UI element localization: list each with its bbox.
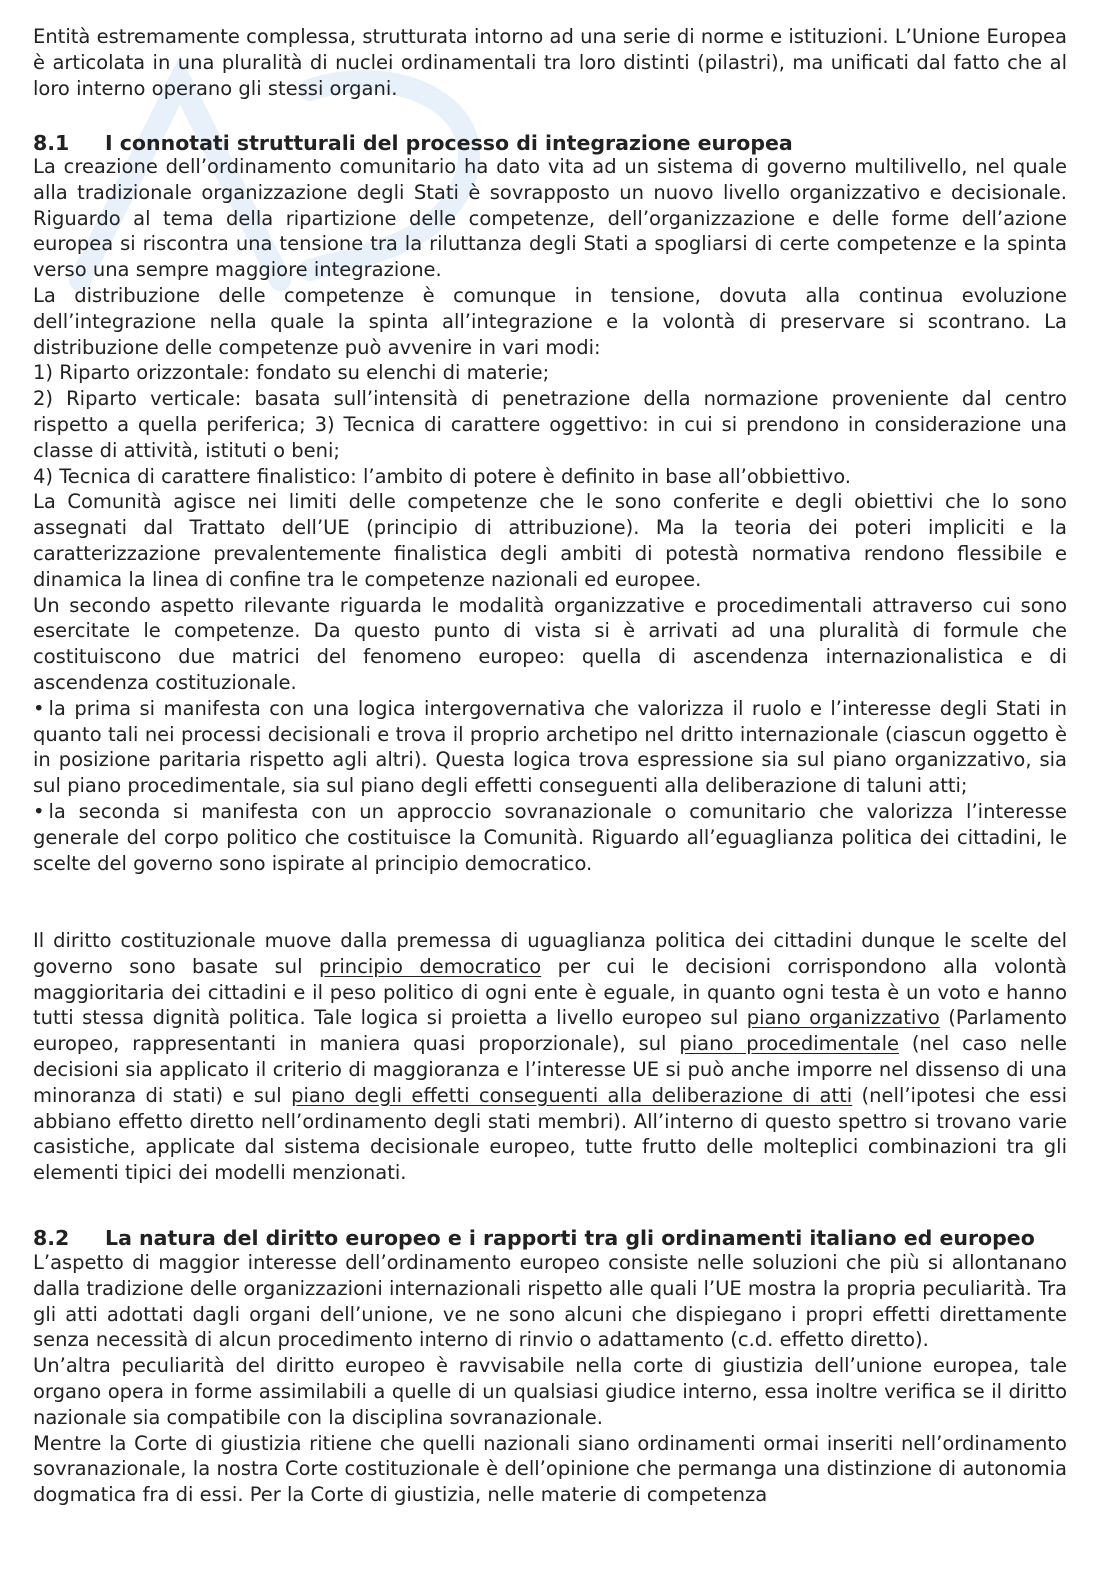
section-8-1-heading bbox=[33, 130, 1067, 156]
underlined-term: piano organizzativo bbox=[746, 1006, 940, 1030]
bullet-item bbox=[33, 799, 1067, 876]
list-item: 4) Tecnica di carattere finalistico: l’ambito di potere è definito in base all’obbiettivo. bbox=[33, 464, 851, 488]
text-run: (nel caso nelle decisioni sia applicato il criterio di maggioranza e l’interesse UE si può anche imporre nel dissenso di una minoranza di stati) e sul bbox=[33, 1032, 1067, 1107]
paragraph: Un’altra peculiarità del diritto europeo è ravvisabile nella corte di giustizia dell’unione europea, tale organo opera in forme assimilabili a quelle di un qualsiasi giudice interno, essa inoltre verifica se il diritto nazionale sia compatibile con la disciplina sovranazionale. bbox=[33, 1354, 1067, 1429]
paragraph: L’aspetto di maggior interesse dell’ordinamento europeo consiste nelle soluzioni che più si allontanano dalla tradizione delle organizzazioni internazionali rispetto alle quali l’UE mostra la propria peculiarità. Tra gli atti adottati dagli organi dell’unione, ve ne sono alcuni che dispiegano i propri effetti direttamente senza necessità di alcun procedimento interno di rinvio o adattamento (c.d. effetto diretto). bbox=[33, 1251, 1067, 1352]
section-8-2-heading bbox=[33, 1225, 1067, 1251]
intro-text: Entità estremamente complessa, strutturata intorno ad una serie di norme e istituzioni. L’Unione Europea è articolata in una pluralità di nuclei ordinamentali tra loro distinti (pilastri), ma unificati dal fatto che al loro interno operano gli stessi organi. bbox=[33, 25, 1067, 100]
section-title: La natura del diritto europeo e i rapporti tra gli ordinamenti italiano ed europeo bbox=[105, 1226, 1035, 1250]
intro-paragraph bbox=[33, 24, 1067, 101]
text-run: (nell’ipotesi che essi abbiano effetto diretto nell’ordinamento degli stati membri). All’interno di questo spettro si trovano varie casistiche, applicate dal sistema decisionale europeo, tutte frutto delle molteplici combinazioni tra gli elementi tipici dei modelli menzionati. bbox=[33, 1083, 1067, 1185]
paragraph: La distribuzione delle competenze è comunque in tensione, dovuta alla continua evoluzione dell’integrazione nella quale la spinta all’integrazione e la volontà di preservare si scontrano. La distribuzione delle competenze può avvenire in vari modi: bbox=[33, 283, 1067, 359]
paragraph: Mentre la Corte di giustizia ritiene che quelli nazionali siano ordinamenti ormai inseriti nell’ordinamento sovranazionale, la nostra Corte costituzionale è dell’opinione che permanga una distinzione di autonomia dogmatica fra di essi. Per la Corte di giustizia, nelle materie di competenza bbox=[33, 1431, 1067, 1507]
section-8-1-body bbox=[33, 154, 1067, 876]
underlined-term: piano procedimentale bbox=[679, 1032, 900, 1056]
paragraph: La Comunità agisce nei limiti delle competenze che le sono conferite e degli obiettivi che lo sono assegnati dal Trattato dell’UE (principio di attribuzione). Ma la teoria dei poteri impliciti e la caratterizzazione prevalentemente finalistica degli ambiti di potestà normativa rendono flessibile e dinamica la linea di confine tra le competenze nazionali ed europee. bbox=[33, 490, 1067, 591]
bullet-icon: • bbox=[33, 799, 45, 823]
bullet-item bbox=[33, 696, 1067, 799]
text-run: Il diritto costituzionale muove dalla premessa di uguaglianza politica dei cittadini dunque le scelte del governo sono basate sul bbox=[33, 929, 1067, 978]
constitutional-paragraph bbox=[33, 928, 1067, 1186]
section-number: 8.2 bbox=[33, 1226, 70, 1250]
section-8-2-body bbox=[33, 1250, 1067, 1508]
bullet-icon: • bbox=[33, 696, 45, 720]
paragraph: La creazione dell’ordinamento comunitario ha dato vita ad un sistema di governo multilivello, nel quale alla tradizionale organizzazione degli Stati è sovrapposto un nuovo livello organizzativo e decisionale. Riguardo al tema della ripartizione delle competenze, dell’organizzazione e delle forme dell’azione europea si riscontra una tensione tra la riluttanza degli Stati a spogliarsi di certe competenze e la spinta verso una sempre maggiore integrazione. bbox=[33, 155, 1067, 282]
section-title: I connotati strutturali del processo di integrazione europea bbox=[105, 131, 793, 155]
paragraph: Un secondo aspetto rilevante riguarda le modalità organizzative e procedimentali attraverso cui sono esercitate le competenze. Da questo punto di vista si è arrivati ad una pluralità di formule che costituiscono due matrici del fenomeno europeo: quella di ascendenza internazionalistica e di ascendenza costituzionale. bbox=[33, 593, 1067, 694]
bullet-text: la prima si manifesta con una logica intergovernativa che valorizza il ruolo e l’interesse degli Stati in quanto tali nei processi decisionali e trova il proprio archetipo nel dritto internazionale (ciascun oggetto è in posizione paritaria rispetto agli altri). Questa logica trova espressione sia sul piano organizzativo, sia sul piano procedimentale, sia sul piano degli effetti conseguenti alla deliberazione di taluni atti; bbox=[33, 696, 1067, 798]
bullet-text: la seconda si manifesta con un approccio sovranazionale o comunitario che valorizza l’interesse generale del corpo politico che costituisce la Comunità. Riguardo all’eguaglianza politica dei cittadini, le scelte del governo sono ispirate al principio democratico. bbox=[33, 799, 1067, 875]
list-item: 2) Riparto verticale: basata sull’intensità di penetrazione della normazione proveniente dal centro rispetto a quella periferica; 3) Tecnica di carattere oggettivo: in cui si prendono in considerazione una classe di attività, istituti o beni; bbox=[33, 387, 1067, 462]
underlined-term: piano degli effetti conseguenti alla deliberazione di atti bbox=[291, 1083, 853, 1107]
underlined-term: principio democratico bbox=[318, 954, 542, 978]
text-run: (Parlamento europeo, rappresentanti in maniera quasi proporzionale), sul bbox=[33, 1006, 1067, 1056]
text-run: per cui le decisioni corrispondono alla volontà maggioritaria dei cittadini e il peso politico di ogni ente è eguale, in quanto ogni testa è un voto e hanno tutti stessa dignità politica. Tale logica si proietta a livello europeo sul bbox=[33, 954, 1067, 1030]
section-number: 8.1 bbox=[33, 131, 70, 155]
list-item: 1) Riparto orizzontale: fondato su elenchi di materie; bbox=[33, 361, 550, 385]
paragraph bbox=[33, 928, 1067, 1186]
